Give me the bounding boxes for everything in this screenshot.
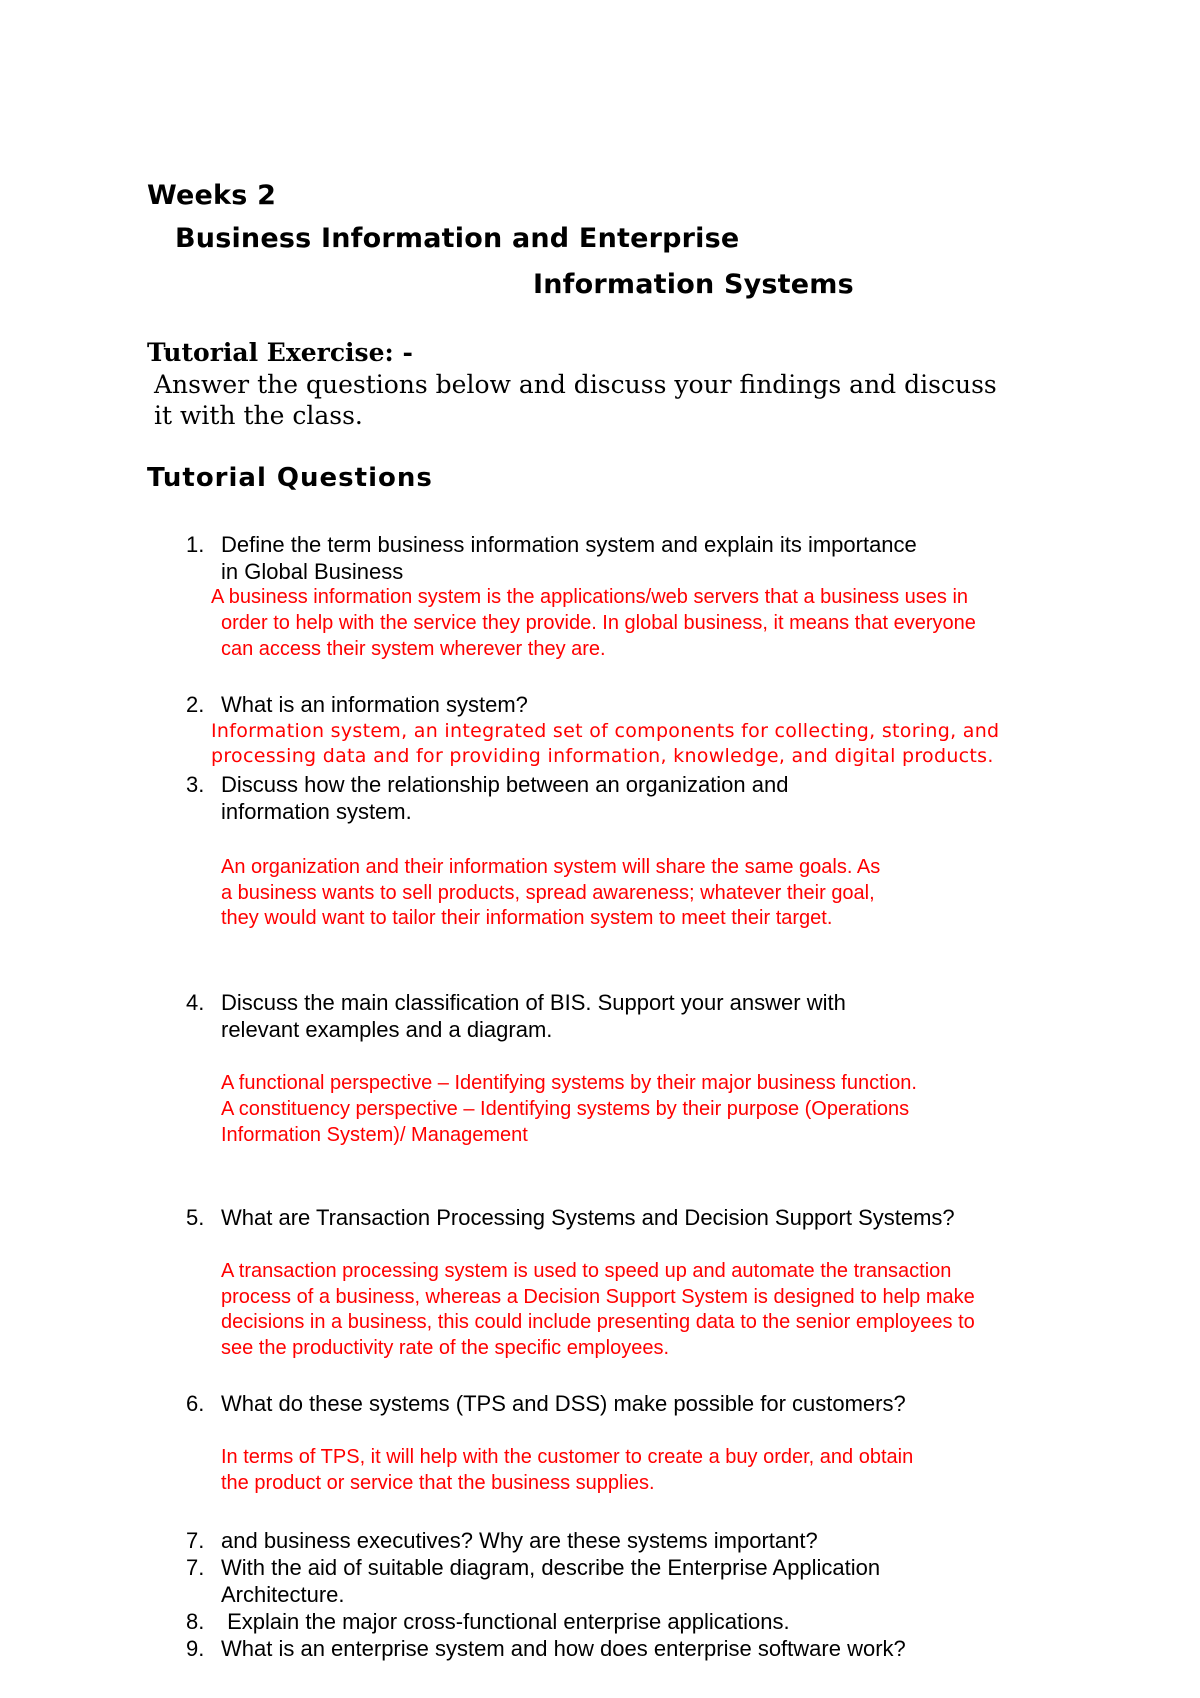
answer-text: An organization and their information system will share the same goals. As bbox=[221, 856, 881, 878]
week-heading: Weeks 2 bbox=[147, 180, 277, 211]
question-text: What is an information system? bbox=[221, 692, 528, 717]
answer-text: order to help with the service they provide. In global business, it means that everyone bbox=[221, 612, 976, 634]
answer-text: decisions in a business, this could include presenting data to the senior employees to bbox=[221, 1311, 975, 1333]
question-text: Discuss how the relationship between an organization and bbox=[221, 772, 789, 797]
question-number: 5. bbox=[186, 1205, 205, 1230]
question-number: 9. bbox=[186, 1636, 205, 1661]
answer-text: can access their system wherever they are. bbox=[221, 638, 606, 660]
question-number: 7. bbox=[186, 1555, 205, 1580]
exercise-text-line-1: Answer the questions below and discuss your findings and discuss bbox=[154, 370, 997, 399]
question-number: 6. bbox=[186, 1391, 205, 1416]
answer-text: Information System)/ Management bbox=[221, 1124, 528, 1146]
question-number: 3. bbox=[186, 772, 205, 797]
answer-text: Information system, an integrated set of components for collecting, storing, and bbox=[211, 720, 1000, 742]
question-number: 8. bbox=[186, 1609, 205, 1634]
question-text: Discuss the main classification of BIS. Support your answer with bbox=[221, 990, 846, 1015]
answer-text: A functional perspective – Identifying systems by their major business function. bbox=[221, 1072, 917, 1094]
question-text: Architecture. bbox=[221, 1582, 345, 1607]
exercise-title: Tutorial Exercise: - bbox=[147, 338, 413, 367]
question-number: 4. bbox=[186, 990, 205, 1015]
question-text: in Global Business bbox=[221, 559, 404, 584]
question-text: and business executives? Why are these systems important? bbox=[221, 1528, 818, 1553]
exercise-text-line-2: it with the class. bbox=[154, 401, 363, 430]
answer-text: the product or service that the business supplies. bbox=[221, 1472, 655, 1494]
question-text: What is an enterprise system and how does enterprise software work? bbox=[221, 1636, 906, 1661]
question-text: With the aid of suitable diagram, describe the Enterprise Application bbox=[221, 1555, 881, 1580]
question-text: What do these systems (TPS and DSS) make possible for customers? bbox=[221, 1391, 906, 1416]
answer-text: they would want to tailor their information system to meet their target. bbox=[221, 907, 833, 929]
question-text: What are Transaction Processing Systems and Decision Support Systems? bbox=[221, 1205, 955, 1230]
answer-text: In terms of TPS, it will help with the customer to create a buy order, and obtain bbox=[221, 1446, 914, 1468]
answer-text: processing data and for providing information, knowledge, and digital products. bbox=[211, 745, 994, 767]
answer-text: A business information system is the applications/web servers that a business uses in bbox=[211, 586, 969, 608]
question-number: 2. bbox=[186, 692, 205, 717]
question-text: relevant examples and a diagram. bbox=[221, 1017, 553, 1042]
question-text: information system. bbox=[221, 799, 412, 824]
answer-text: process of a business, whereas a Decision Support System is designed to help make bbox=[221, 1286, 975, 1308]
answer-text: A constituency perspective – Identifying systems by their purpose (Operations bbox=[221, 1098, 910, 1120]
answer-text: A transaction processing system is used to speed up and automate the transaction bbox=[221, 1260, 952, 1282]
question-text: Define the term business information system and explain its importance bbox=[221, 532, 917, 557]
answer-text: see the productivity rate of the specific employees. bbox=[221, 1337, 670, 1359]
doc-title-line-1: Business Information and Enterprise bbox=[175, 223, 740, 254]
questions-heading: Tutorial Questions bbox=[147, 463, 433, 493]
question-number: 1. bbox=[186, 532, 205, 557]
question-text: Explain the major cross-functional enterprise applications. bbox=[221, 1609, 790, 1634]
answer-text: a business wants to sell products, spread awareness; whatever their goal, bbox=[221, 882, 875, 904]
doc-title-line-2: Information Systems bbox=[533, 269, 854, 300]
question-number: 7. bbox=[186, 1528, 205, 1553]
